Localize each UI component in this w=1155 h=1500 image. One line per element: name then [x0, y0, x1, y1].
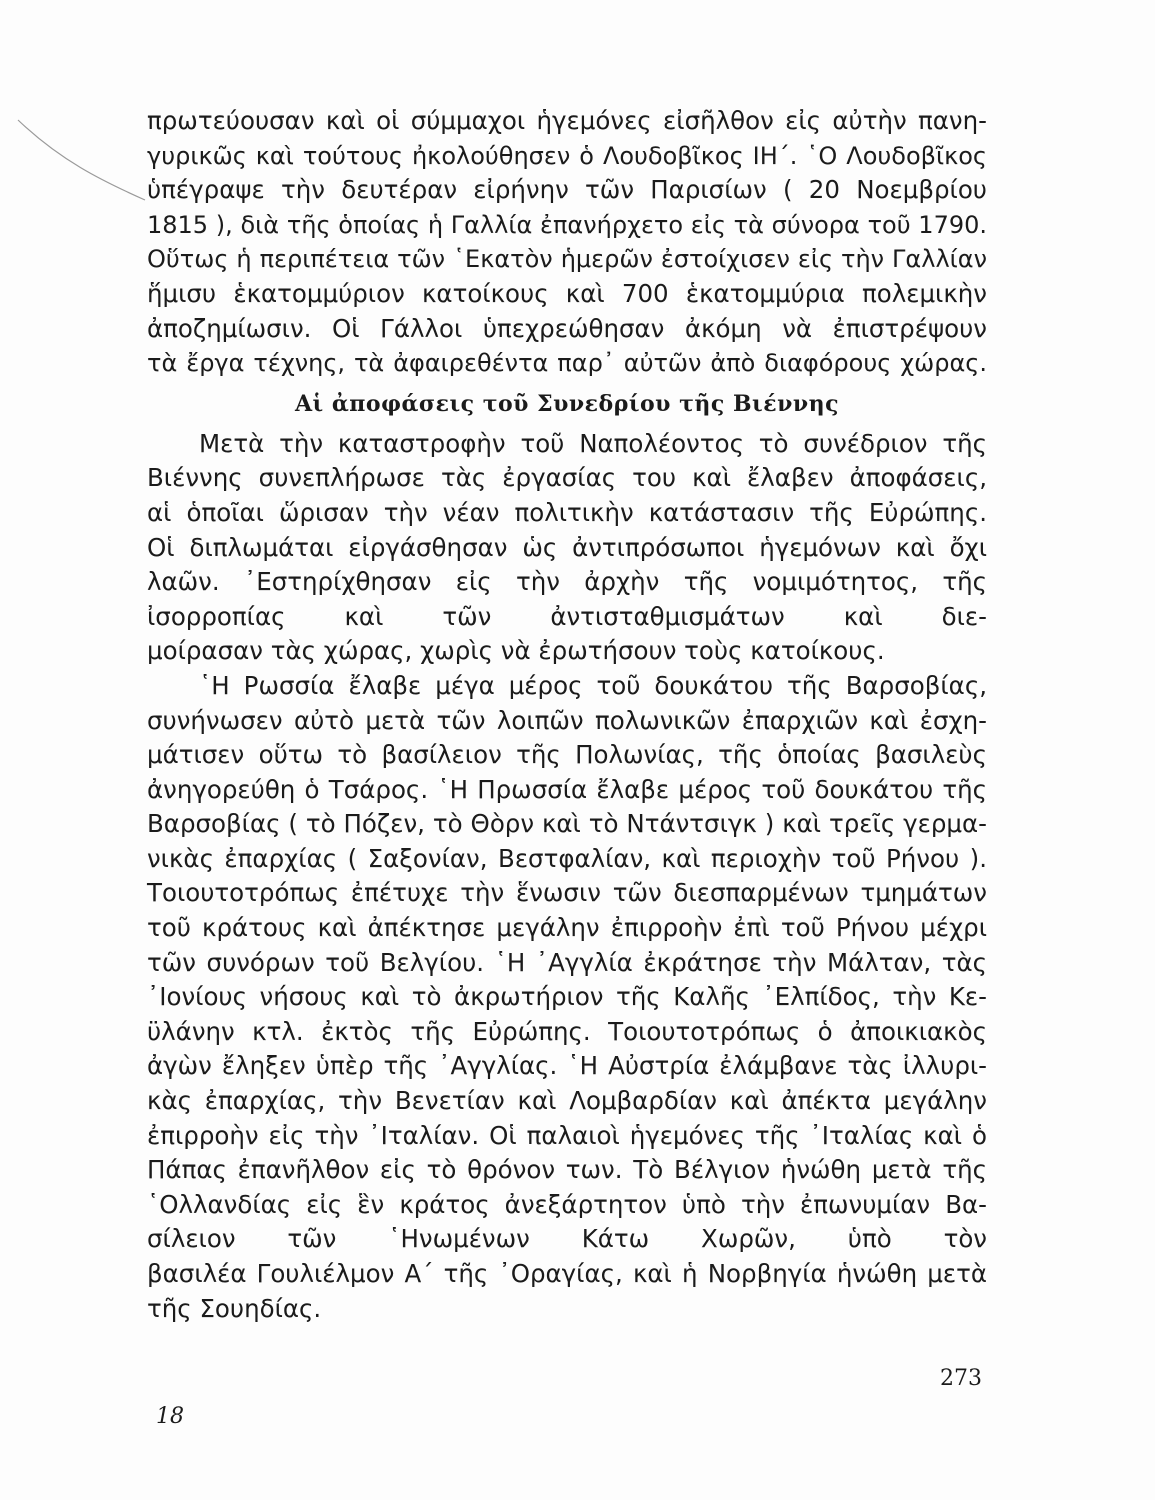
text-line: γυρικῶς καὶ τούτους ἠκολούθησεν ὁ Λουδοβῖκος ΙΗ΄. ῾Ο Λουδοβῖκος [147, 141, 987, 170]
text-line: ᾿Ιονίους νήσους καὶ τὸ ἀκρωτήριον τῆς Καλῆς ᾿Ελπίδος, τὴν Κε- [147, 982, 987, 1012]
text-line: Οἱ διπλωμάται εἰργάσθησαν ὡς ἀντιπρόσωποι ἡγεμόνων καὶ ὄχι [147, 532, 987, 562]
text-line: ἀνηγορεύθη ὁ Τσάρος. ῾Η Πρωσσία ἔλαβε μέρος τοῦ δουκάτου τῆς [147, 774, 987, 804]
text-line: κὰς ἐπαρχίας, τὴν Βενετίαν καὶ Λομβαρδίαν καὶ ἀπέκτα μεγάλην [147, 1086, 987, 1116]
text-line: αἱ ὁποῖαι ὥρισαν τὴν νέαν πολιτικὴν κατάστασιν τῆς Εὐρώπης. [147, 497, 987, 527]
text-line: ῾Ολλανδίας εἰς ἓν κράτος ἀνεξάρτητον ὑπὸ τὴν ἐπωνυμίαν Βα- [147, 1189, 987, 1219]
text-line: ἥμισυ ἑκατομμύριον κατοίκους καὶ 700 ἑκατομμύρια πολεμικὴν [147, 278, 987, 308]
text-line: ἀποζημίωσιν. Οἱ Γάλλοι ὑπεχρεώθησαν ἀκόμη νὰ ἐπιστρέψουν [147, 313, 987, 343]
text-line: πρωτεύουσαν καὶ οἱ σύμμαχοι ἡγεμόνες εἰσῆλθον εἰς αὐτὴν πανη- [147, 106, 987, 135]
paragraph-3 [147, 669, 987, 1326]
text-line: ἐπιρροὴν εἰς τὴν ᾿Ιταλίαν. Οἱ παλαιοὶ ἡγεμόνες τῆς ᾿Ιταλίας καὶ ὁ [147, 1120, 987, 1150]
text-line: ὑπέγραψε τὴν δευτέραν εἰρήνην τῶν Παρισίων ( 20 Νοεμβρίου [147, 175, 987, 205]
text-line: τῶν συνόρων τοῦ Βελγίου. ῾Η ᾿Αγγλία ἐκράτησε τὴν Μάλταν, τὰς [147, 947, 987, 977]
text-line: ῾Η Ρωσσία ἔλαβε μέγα μέρος τοῦ δουκάτου τῆς Βαρσοβίας, [199, 670, 987, 700]
text-line: νικὰς ἐπαρχίας ( Σαξονίαν, Βεστφαλίαν, καὶ περιοχὴν τοῦ Ρήνου ). [147, 843, 987, 873]
text-line: Τοιουτοτρόπως ἐπέτυχε τὴν ἕνωσιν τῶν διεσπαρμένων τμημάτων [147, 878, 987, 908]
body-text [147, 104, 987, 1326]
text-line: 1815 ), διὰ τῆς ὁποίας ἡ Γαλλία ἐπανήρχετο εἰς τὰ σύνορα τοῦ 1790. [147, 210, 987, 239]
paragraph-1 [147, 104, 987, 381]
text-line: Βιέννης συνεπλήρωσε τὰς ἐργασίας του καὶ ἔλαβεν ἀποφάσεις, [147, 463, 987, 493]
text-line: ἀγὼν ἔληξεν ὑπὲρ τῆς ᾿Αγγλίας. ῾Η Αὐστρία ἐλάμβανε τὰς ἰλλυρι- [147, 1051, 987, 1081]
text-line: λαῶν. ᾿Εστηρίχθησαν εἰς τὴν ἀρχὴν τῆς νομιμότητος, τῆς [147, 567, 987, 597]
text-line: τὰ ἔργα τέχνης, τὰ ἀφαιρεθέντα παρ᾽ αὐτῶν ἀπὸ διαφόρους χώρας. [147, 349, 987, 378]
text-line: ϋλάνην κτλ. ἐκτὸς τῆς Εὐρώπης. Τοιουτοτρόπως ὁ ἀποικιακὸς [147, 1016, 987, 1046]
text-line: μάτισεν οὕτω τὸ βασίλειον τῆς Πολωνίας, τῆς ὁποίας βασιλεὺς [147, 740, 987, 770]
text-line: ἰσορροπίας καὶ τῶν ἀντισταθμισμάτων καὶ διε- [147, 601, 987, 631]
text-line: Μετὰ τὴν καταστροφὴν τοῦ Ναπολέοντος τὸ συνέδριον τῆς [199, 428, 987, 458]
text-line: σίλειον τῶν ῾Ηνωμένων Κάτω Χωρῶν, ὑπὸ τὸν [147, 1224, 987, 1254]
section-heading: Αἱ ἀποφάσεις τοῦ Συνεδρίου τῆς Βιέννης [294, 390, 839, 417]
paragraph-2 [147, 427, 987, 669]
text-line: μοίρασαν τὰς χώρας, χωρὶς νὰ ἐρωτήσουν τοὺς κατοίκους. [147, 636, 885, 666]
page-number: 273 [940, 1366, 982, 1391]
text-line: βασιλέα Γουλιέλμον Α΄ τῆς ᾿Οραγίας, καὶ ἡ Νορβηγία ἡνώθη μετὰ [147, 1259, 987, 1288]
text-line: τοῦ κράτους καὶ ἀπέκτησε μεγάλην ἐπιρροὴν ἐπὶ τοῦ Ρήνου μέχρι [147, 913, 987, 943]
text-line: συνήνωσεν αὐτὸ μετὰ τῶν λοιπῶν πολωνικῶν ἐπαρχιῶν καὶ ἐσχη- [147, 705, 987, 735]
text-line: τῆς Σουηδίας. [147, 1293, 322, 1323]
text-line: Οὕτως ἡ περιπέτεια τῶν ῾Εκατὸν ἡμερῶν ἐστοίχισεν εἰς τὴν Γαλλίαν [147, 245, 987, 274]
text-line: Πάπας ἐπανῆλθον εἰς τὸ θρόνον των. Τὸ Βέλγιον ἡνώθη μετὰ τῆς [147, 1155, 987, 1185]
signature-mark: 18 [156, 1404, 184, 1429]
text-line: Βαρσοβίας ( τὸ Πόζεν, τὸ Θὸρν καὶ τὸ Ντάντσιγκ ) καὶ τρεῖς γερμα- [147, 809, 987, 839]
